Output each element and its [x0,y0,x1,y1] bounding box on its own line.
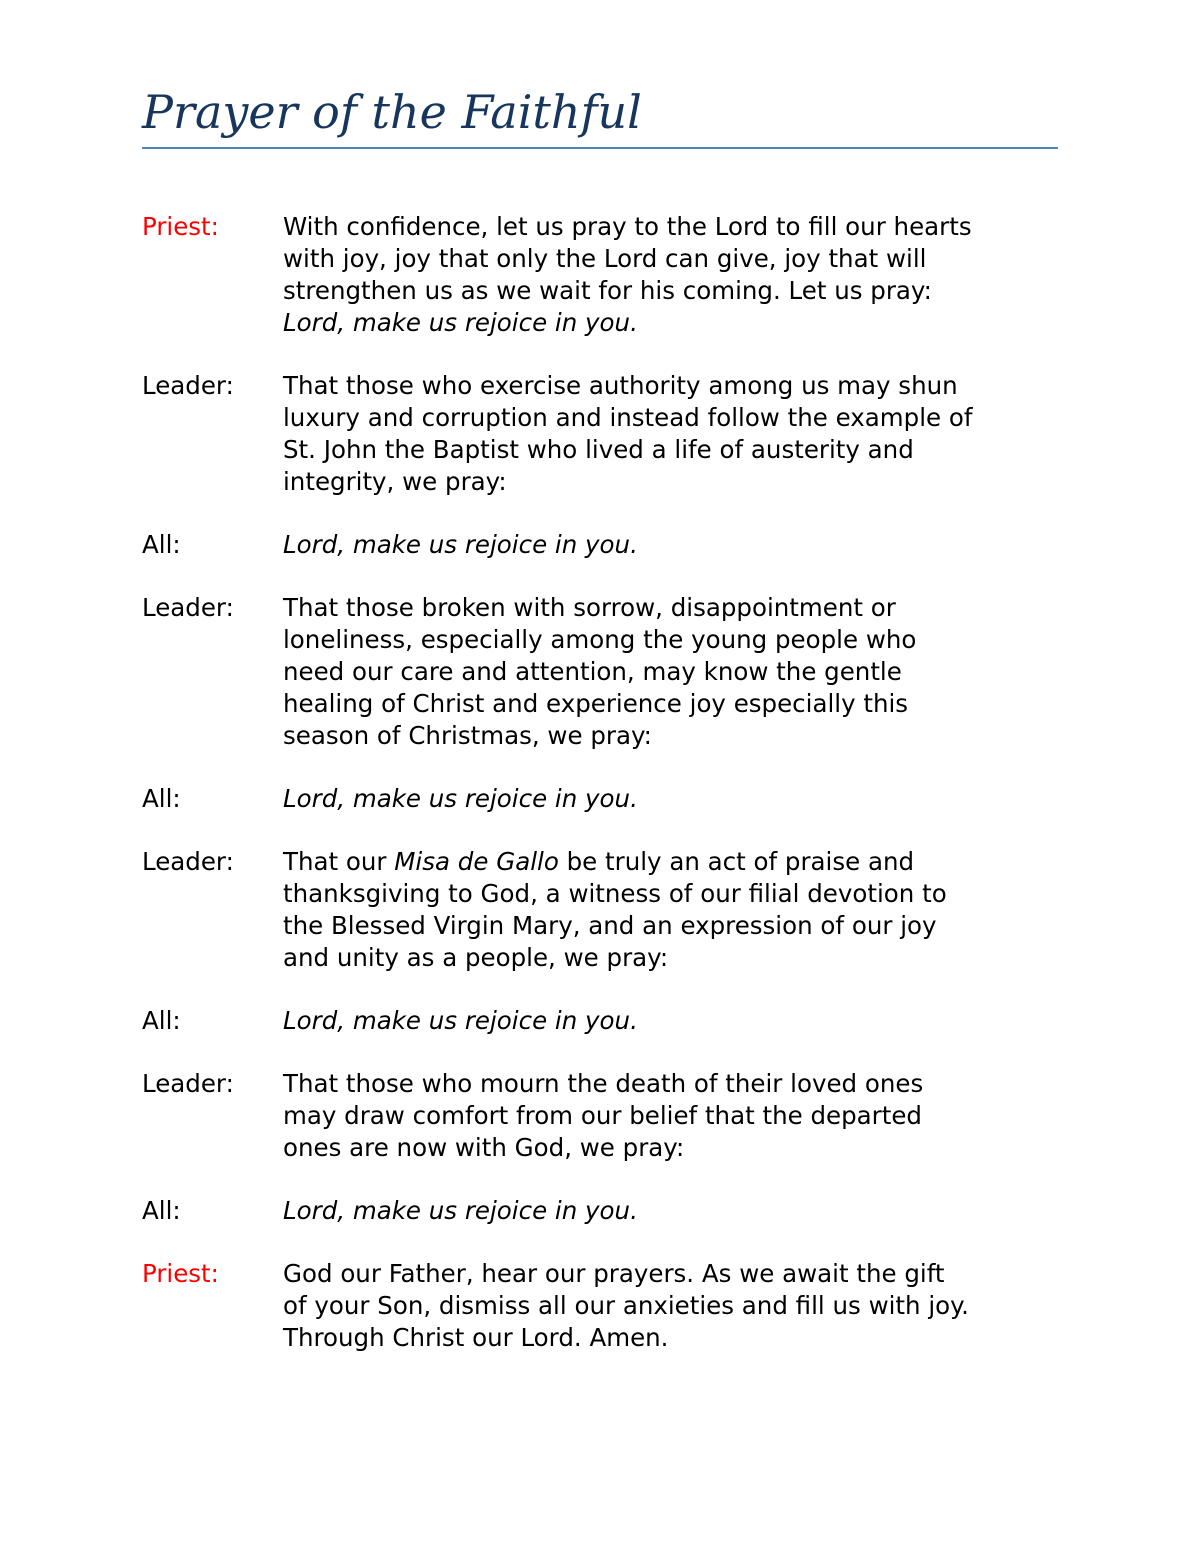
text-line: season of Christmas, we pray: [283,721,652,750]
prayer-entry-all [142,529,1062,561]
prayer-text [283,1258,1062,1354]
text-line: with joy, joy that only the Lord can give, joy that will [283,244,927,273]
prayer-entry-leader [142,846,1062,974]
speaker-label: All: [142,1006,181,1035]
text-line: loneliness, especially among the young people who [283,625,917,654]
prayer-text [283,1005,1062,1037]
text-segment: That our [283,847,395,876]
prayer-text [283,370,1062,498]
speaker-label: Leader: [142,593,234,622]
text-line: the Blessed Virgin Mary, and an expression of our joy [283,911,937,940]
speaker-label: Leader: [142,847,234,876]
text-line: God our Father, hear our prayers. As we await the gift [283,1259,945,1288]
response-line: Lord, make us rejoice in you. [283,1006,638,1035]
text-line: ones are now with God, we pray: [283,1133,685,1162]
speaker-label: All: [142,784,181,813]
response-line: Lord, make us rejoice in you. [283,784,638,813]
prayer-entry-all [142,783,1062,815]
prayer-text [283,592,1062,752]
prayer-entry-leader [142,592,1062,752]
text-line: Through Christ our Lord. Amen. [283,1323,669,1352]
document-title: Prayer of the Faithful [142,85,642,139]
prayer-entry-leader [142,1068,1062,1164]
prayer-entry-leader [142,370,1062,498]
text-line: of your Son, dismiss all our anxieties and fill us with joy. [283,1291,969,1320]
prayer-text [283,529,1062,561]
text-segment: be truly an act of praise and [558,847,915,876]
text-line: thanksgiving to God, a witness of our filial devotion to [283,879,947,908]
text-line: St. John the Baptist who lived a life of austerity and [283,435,914,464]
text-line: may draw comfort from our belief that the departed [283,1101,922,1130]
text-line: luxury and corruption and instead follow the example of [283,403,973,432]
prayer-entry-all [142,1195,1062,1227]
text-line [283,846,1062,878]
prayer-text [283,211,1062,339]
prayer-text [283,846,1062,974]
prayer-text [283,1068,1062,1164]
speaker-label: Priest: [142,212,219,241]
text-line: That those who mourn the death of their loved ones [283,1069,924,1098]
speaker-label: Leader: [142,371,234,400]
speaker-label: Leader: [142,1069,234,1098]
prayer-entry-priest-closing [142,1258,1062,1354]
speaker-label: All: [142,530,181,559]
text-line: strengthen us as we wait for his coming. Let us pray: [283,276,932,305]
text-line: That those who exercise authority among us may shun [283,371,958,400]
prayer-text [283,1195,1062,1227]
title-underline-rule [142,147,1058,149]
text-line: need our care and attention, may know the gentle [283,657,902,686]
text-line: healing of Christ and experience joy especially this [283,689,909,718]
text-line: and unity as a people, we pray: [283,943,669,972]
prayer-entries [142,211,1062,1385]
prayer-entry-priest-opening [142,211,1062,339]
speaker-label: Priest: [142,1259,219,1288]
response-line: Lord, make us rejoice in you. [283,308,638,337]
response-line: Lord, make us rejoice in you. [283,530,638,559]
speaker-label: All: [142,1196,181,1225]
response-line: Lord, make us rejoice in you. [283,1196,638,1225]
text-line: With confidence, let us pray to the Lord to fill our hearts [283,212,972,241]
prayer-text [283,783,1062,815]
italic-phrase: Misa de Gallo [394,847,559,876]
text-line: That those broken with sorrow, disappointment or [283,593,896,622]
prayer-entry-all [142,1005,1062,1037]
text-line: integrity, we pray: [283,467,507,496]
